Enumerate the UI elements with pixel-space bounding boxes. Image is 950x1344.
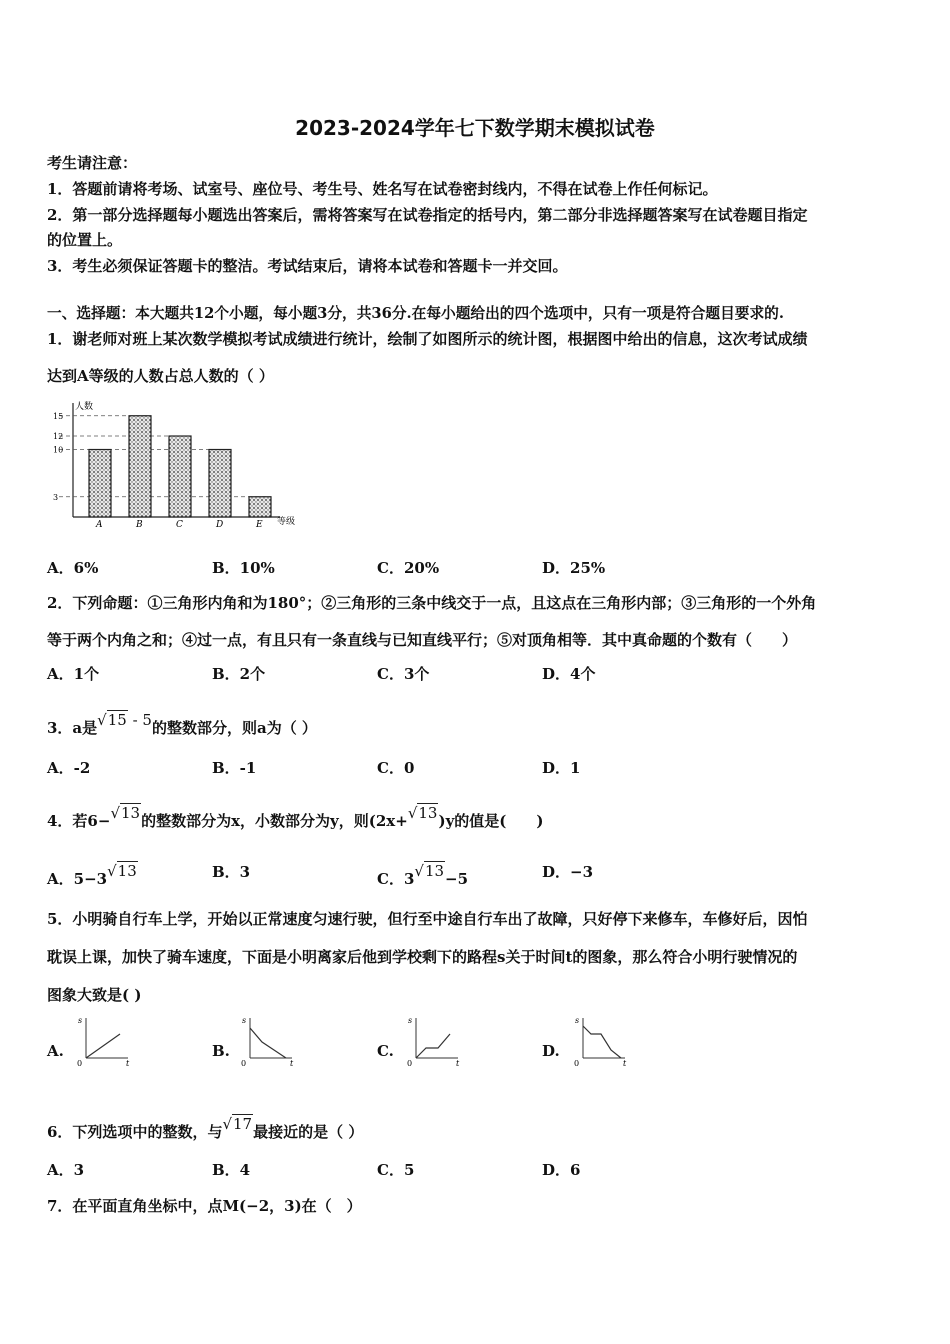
q5-graph-c	[402, 1014, 464, 1068]
bar	[129, 416, 151, 517]
q7-text: 7．在平面直角坐标中，点M(−2，3)在（ ）	[47, 1197, 362, 1215]
q4-radicand: 13	[418, 804, 438, 822]
q5-text: 5．小明骑自行车上学，开始以正常速度匀速行驶，但行至中途自行车出了故障，只好停下来修车，车修好后，因怕	[47, 910, 808, 928]
q2-option-a[interactable]: A．1个	[47, 665, 100, 683]
q4-sqrt: √13	[407, 804, 438, 822]
q6-option-b[interactable]: B．4	[212, 1161, 251, 1179]
q6-option-c[interactable]: C．5	[377, 1161, 415, 1179]
q6-option-d[interactable]: D．6	[542, 1161, 581, 1179]
y-tick-label: 3	[53, 492, 59, 502]
origin-label: 0	[241, 1059, 247, 1068]
q5-option-b[interactable]: B.	[212, 1042, 230, 1060]
bar	[169, 436, 191, 517]
axis-s-label: s	[408, 1016, 413, 1025]
axis-s-label: s	[575, 1016, 580, 1025]
q1-text: 达到A等级的人数占总人数的（ ）	[47, 367, 274, 385]
notice-heading: 考生请注意：	[47, 154, 138, 172]
y-axis-label: 人数	[75, 402, 94, 412]
q3-sqrt: √15 - 5	[97, 711, 152, 729]
notice-item: 的位置上。	[47, 231, 123, 249]
q6-radicand: 17	[233, 1115, 253, 1133]
origin-label: 0	[407, 1059, 413, 1068]
q3-option-a[interactable]: A．-2	[47, 759, 91, 777]
q4-option-a[interactable]	[47, 861, 138, 889]
q4-prefix: 4．若6−	[47, 812, 111, 830]
q1-option-c[interactable]: C．20%	[377, 559, 440, 577]
axis-s-label: s	[78, 1016, 83, 1025]
q4-text	[47, 803, 544, 831]
q2-option-d[interactable]: D．4个	[542, 665, 596, 683]
q3-option-d[interactable]: D．1	[542, 759, 581, 777]
q4-radicand: 13	[121, 804, 141, 822]
y-tick-label: 10	[53, 445, 64, 455]
q5-graph-d	[569, 1014, 631, 1068]
q1-bar-chart	[45, 395, 310, 535]
axis-t-label: t	[623, 1059, 627, 1068]
q1-option-a[interactable]: A．6%	[47, 559, 99, 577]
q5-text: 图象大致是( )	[47, 986, 142, 1004]
page-title: 2023-2024学年七下数学期末模拟试卷	[295, 116, 655, 140]
q1-option-b[interactable]: B．10%	[212, 559, 275, 577]
q5-option-c[interactable]: C.	[377, 1042, 394, 1060]
q6-text	[47, 1114, 363, 1142]
y-tick-label: 15	[53, 411, 64, 421]
q4-suffix: )y的值是( )	[438, 812, 544, 830]
q6-option-a[interactable]: A．3	[47, 1161, 85, 1179]
q2-option-c[interactable]: C．3个	[377, 665, 430, 683]
q3-option-c[interactable]: C．0	[377, 759, 415, 777]
q4-option-c-radicand: 13	[424, 862, 445, 880]
q4-option-d[interactable]: D．−3	[542, 863, 594, 881]
q2-option-b[interactable]: B．2个	[212, 665, 266, 683]
q4-option-c-text: C．3	[377, 870, 415, 888]
section-heading: 一、选择题：本大题共12个小题，每小题3分，共36分.在每小题给出的四个选项中，只有一项是符合题目要求的.	[47, 305, 784, 322]
q4-sqrt: √13	[110, 804, 141, 822]
origin-label: 0	[574, 1059, 580, 1068]
q3-suffix: 的整数部分，则a为（ ）	[151, 719, 317, 737]
x-tick-label: B	[136, 520, 143, 530]
y-tick-label: 12	[53, 432, 64, 441]
x-tick-label: D	[216, 520, 224, 530]
q6-sqrt: √17	[222, 1115, 253, 1133]
q4-option-c-post: −5	[445, 870, 469, 888]
q1-text: 1．谢老师对班上某次数学模拟考试成绩进行统计，绘制了如图所示的统计图，根据图中给出的信息，这次考试成绩	[47, 330, 808, 348]
q5-graph-b	[236, 1014, 298, 1068]
q4-mid: 的整数部分为x，小数部分为y，则(2x+	[141, 812, 408, 830]
q6-suffix: 最接近的是（ ）	[253, 1123, 364, 1141]
q4-option-c-sqrt: √13	[414, 862, 445, 880]
x-tick-label: E	[256, 520, 263, 530]
q4-option-a-radicand: 13	[117, 862, 137, 880]
q2-text: 2．下列命题：①三角形内角和为180°；②三角形的三条中线交于一点，且这点在三角形内部；③三角形的一个外角	[47, 594, 817, 612]
origin-label: 0	[77, 1059, 83, 1068]
q2-text: 等于两个内角之和；④过一点，有且只有一条直线与已知直线平行；⑤对顶角相等．其中真命题的个数有（ ）	[47, 631, 798, 649]
bar	[89, 450, 111, 518]
x-tick-label: A	[96, 520, 103, 530]
q5-graph-a	[72, 1014, 134, 1068]
x-tick-label: C	[176, 520, 183, 530]
q4-option-a-sqrt: √13	[107, 862, 137, 880]
axis-t-label: t	[290, 1059, 294, 1068]
q4-option-a-text: A．5−3	[47, 870, 108, 888]
q3-prefix: 3．a是	[47, 719, 98, 737]
q5-text: 耽误上课，加快了骑车速度，下面是小明离家后他到学校剩下的路程s关于时间t的图象，那么符合小明行驶情况的	[47, 948, 798, 966]
q6-prefix: 6．下列选项中的整数，与	[47, 1123, 223, 1141]
q4-option-c[interactable]	[377, 861, 468, 889]
axis-t-label: t	[126, 1059, 130, 1068]
q4-option-b[interactable]: B．3	[212, 863, 251, 881]
notice-item: 2．第一部分选择题每小题选出答案后，需将答案写在试卷指定的括号内，第二部分非选择题答案写在试卷题目指定	[47, 206, 808, 224]
axis-s-label: s	[242, 1016, 247, 1025]
x-axis-label: 等级	[277, 517, 296, 527]
q1-option-d[interactable]: D．25%	[542, 559, 606, 577]
bar	[249, 497, 271, 517]
bar	[209, 450, 231, 518]
axis-t-label: t	[456, 1059, 460, 1068]
q3-text	[47, 710, 317, 738]
q3-radicand: 15	[107, 711, 127, 729]
notice-item: 3．考生必须保证答题卡的整洁。考试结束后，请将本试卷和答题卡一并交回。	[47, 257, 568, 275]
q3-minus: - 5	[127, 711, 152, 729]
q5-option-d[interactable]: D.	[542, 1042, 560, 1060]
q5-option-a[interactable]: A.	[47, 1042, 64, 1060]
q3-option-b[interactable]: B．-1	[212, 759, 257, 777]
notice-item: 1．答题前请将考场、试室号、座位号、考生号、姓名写在试卷密封线内，不得在试卷上作任何标记。	[47, 180, 718, 198]
